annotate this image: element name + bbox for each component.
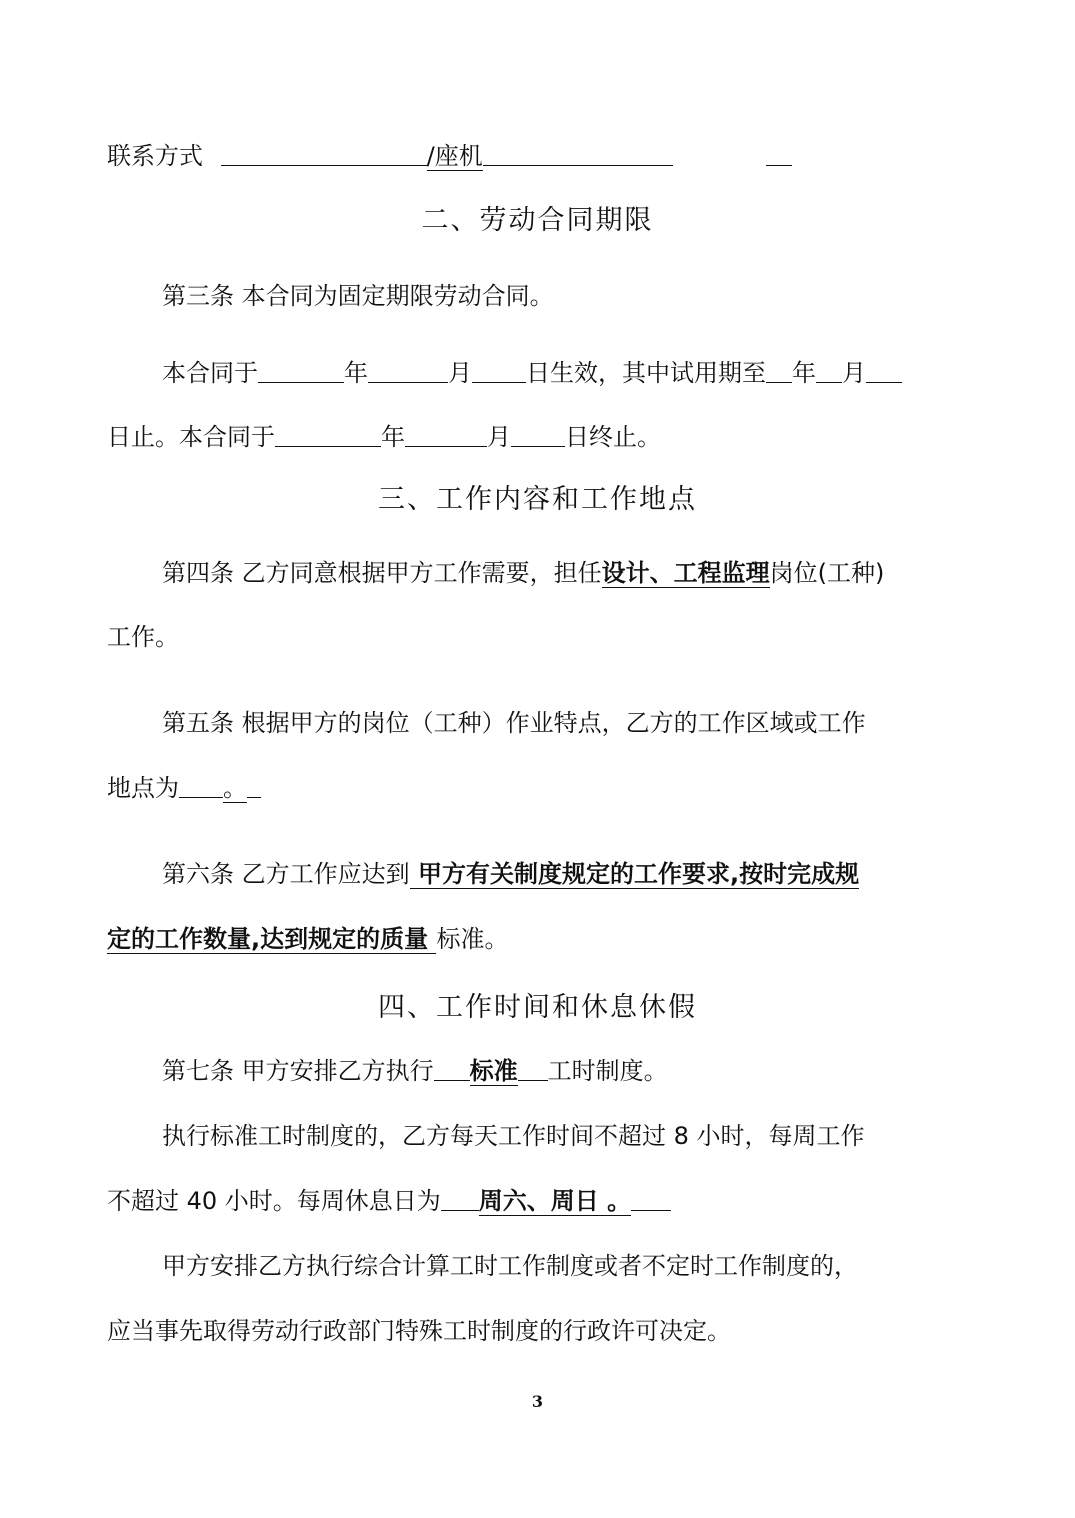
probation-year-blank xyxy=(766,358,792,383)
end-month-blank xyxy=(405,422,487,447)
start-day-blank xyxy=(472,358,526,383)
article-6-line1: 第六条 乙方工作应达到 甲方有关制度规定的工作要求,按时完成规 xyxy=(162,860,860,888)
end-day-blank xyxy=(511,422,565,447)
article-4-line2: 工作。 xyxy=(107,623,179,651)
work-hour-system-value: 标准 xyxy=(469,1057,518,1085)
start-year-blank xyxy=(258,358,344,383)
landline-label: /座机 xyxy=(426,142,483,170)
flex-hours-line1: 甲方安排乙方执行综合计算工时工作制度或者不定时工作制度的， xyxy=(162,1252,858,1280)
article-3: 第三条 本合同为固定期限劳动合同。 xyxy=(162,282,554,310)
contact-line xyxy=(107,139,792,173)
work-requirement-part2: 定的工作数量,达到规定的质量 xyxy=(107,925,437,953)
position-value: 设计、工程监理 xyxy=(601,559,770,587)
probation-day-blank xyxy=(866,358,902,383)
standard-hours-line2: 不超过 40 小时。每周休息日为 周六、周日 。 xyxy=(107,1184,671,1218)
workplace-blank xyxy=(179,773,223,798)
section-heading-hours: 四、工作时间和休息休假 xyxy=(378,992,697,1023)
contact-label: 联系方式 xyxy=(107,142,203,170)
probation-month-blank xyxy=(816,358,842,383)
trailing-blank xyxy=(766,141,792,166)
rest-days-value: 周六、周日 xyxy=(478,1187,599,1215)
article-7: 第七条 甲方安排乙方执行 标准 工时制度。 xyxy=(162,1057,668,1085)
landline-gap-blank xyxy=(483,141,501,166)
start-month-blank xyxy=(368,358,448,383)
article-5-line2: 地点为 。 xyxy=(107,771,261,805)
standard-hours-line1: 执行标准工时制度的，乙方每天工作时间不超过 8 小时，每周工作 xyxy=(162,1122,865,1150)
landline-blank xyxy=(501,141,673,166)
article-5-line1: 第五条 根据甲方的岗位（工种）作业特点，乙方的工作区域或工作 xyxy=(162,709,866,737)
article-4-line1: 第四条 乙方同意根据甲方工作需要，担任设计、工程监理岗位(工种) xyxy=(162,559,885,587)
flex-hours-line2: 应当事先取得劳动行政部门特殊工时制度的行政许可决定。 xyxy=(107,1317,731,1345)
work-requirement-part1: 甲方有关制度规定的工作要求,按时完成规 xyxy=(409,860,860,888)
page-number: 3 xyxy=(531,1392,544,1411)
mobile-blank xyxy=(221,141,427,166)
end-line: 日止。本合同于 年 月 日终止。 xyxy=(107,423,661,451)
effective-line: 本合同于 年 月 日生效，其中试用期至 年 月 xyxy=(162,356,902,390)
section-heading-term: 二、劳动合同期限 xyxy=(421,205,654,236)
article-6-line2: 定的工作数量,达到规定的质量 标准。 xyxy=(107,925,509,953)
section-heading-work: 三、工作内容和工作地点 xyxy=(378,484,697,515)
end-year-blank xyxy=(275,422,381,447)
